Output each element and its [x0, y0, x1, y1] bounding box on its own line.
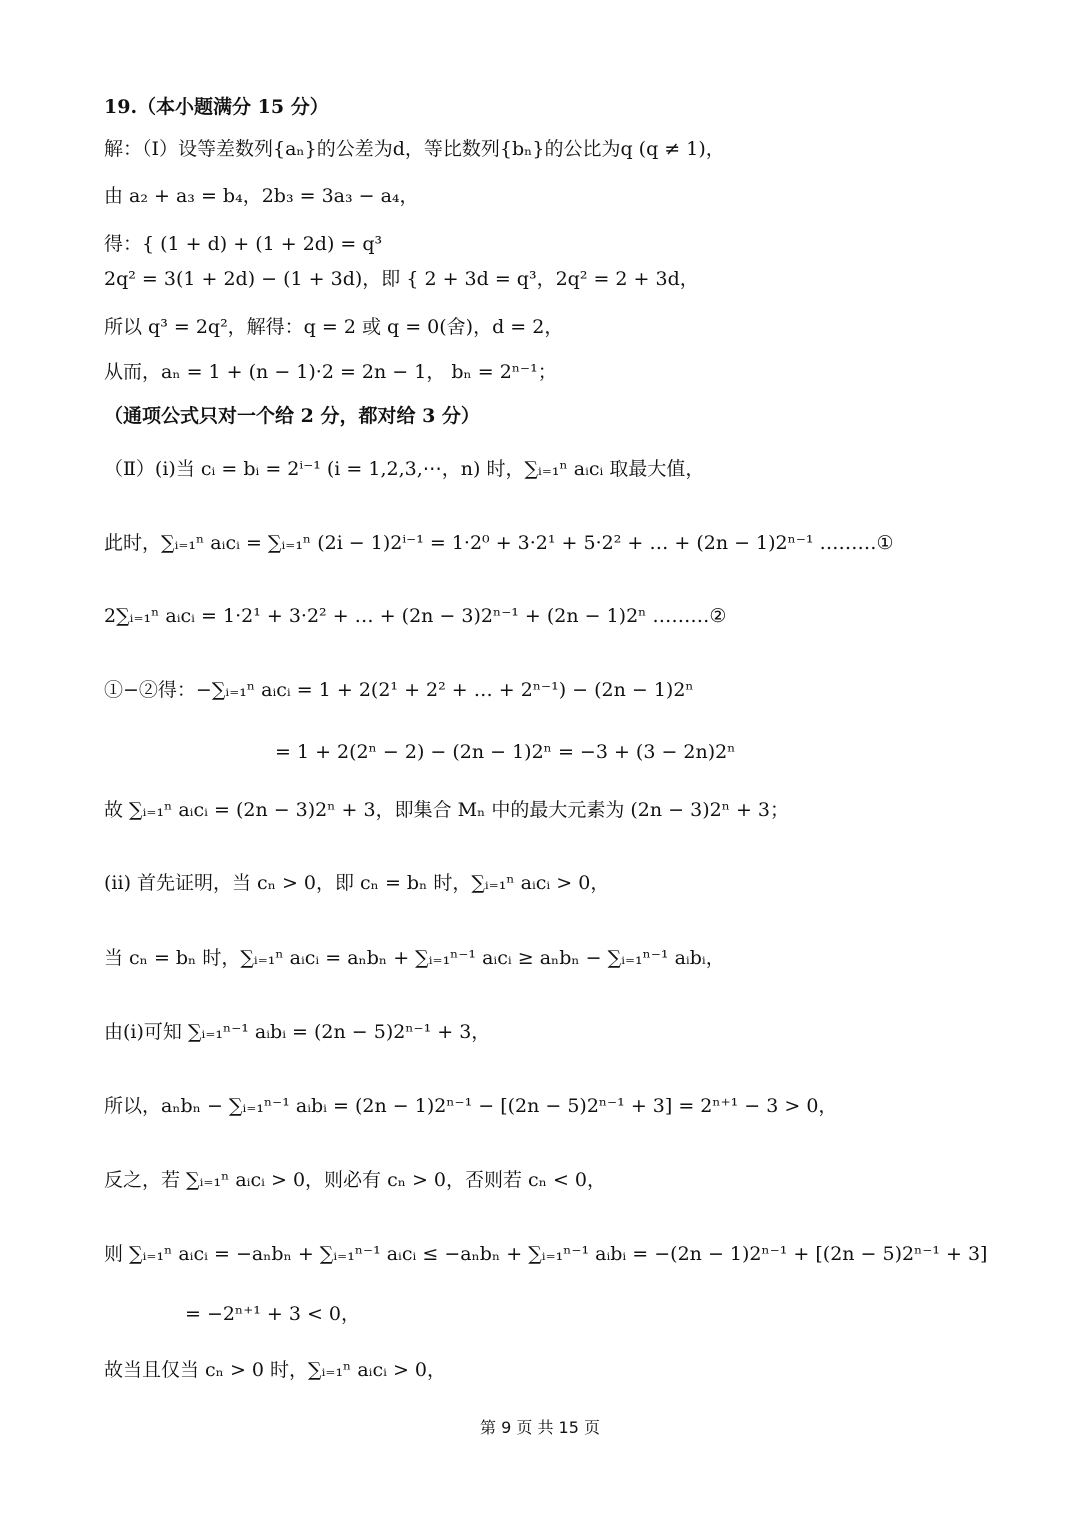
solution-line-9: 2∑ᵢ₌₁ⁿ aᵢcᵢ = 1·2¹ + 3·2² + … + (2n − 3)2ⁿ⁻¹ + (2n − 1)2ⁿ ………② — [104, 605, 727, 627]
solution-line-18: 则 ∑ᵢ₌₁ⁿ aᵢcᵢ = −aₙbₙ + ∑ᵢ₌₁ⁿ⁻¹ aᵢcᵢ ≤ −aₙbₙ + ∑ᵢ₌₁ⁿ⁻¹ aᵢbᵢ = −(2n − 1)2ⁿ⁻¹ + [(2n − 5)2ⁿ⁻¹ + 3] — [104, 1243, 988, 1265]
solution-line-20: 故当且仅当 cₙ > 0 时，∑ᵢ₌₁ⁿ aᵢcᵢ > 0， — [104, 1359, 447, 1381]
solution-line-5: 从而，aₙ = 1 + (n − 1)·2 = 2n − 1， bₙ = 2ⁿ⁻¹； — [104, 361, 557, 383]
solution-line-2: 由 a₂ + a₃ = b₄，2b₃ = 3a₃ − a₄， — [104, 185, 419, 207]
solution-line-17: 反之，若 ∑ᵢ₌₁ⁿ aᵢcᵢ > 0，则必有 cₙ > 0，否则若 cₙ < 0， — [104, 1169, 607, 1191]
solution-line-16: 所以，aₙbₙ − ∑ᵢ₌₁ⁿ⁻¹ aᵢbᵢ = (2n − 1)2ⁿ⁻¹ − [(2n − 5)2ⁿ⁻¹ + 3] = 2ⁿ⁺¹ − 3 > 0， — [104, 1095, 838, 1117]
solution-line-15: 由(i)可知 ∑ᵢ₌₁ⁿ⁻¹ aᵢbᵢ = (2n − 5)2ⁿ⁻¹ + 3， — [104, 1021, 491, 1043]
solution-line-14: 当 cₙ = bₙ 时，∑ᵢ₌₁ⁿ aᵢcᵢ = aₙbₙ + ∑ᵢ₌₁ⁿ⁻¹ aᵢcᵢ ≥ aₙbₙ − ∑ᵢ₌₁ⁿ⁻¹ aᵢbᵢ， — [104, 947, 725, 969]
solution-line-3b: 2q² = 3(1 + 2d) − (1 + 3d)，即 { 2 + 3d = q³，2q² = 2 + 3d， — [104, 268, 699, 290]
solution-line-1: 解：（Ⅰ）设等差数列{aₙ}的公差为d，等比数列{bₙ}的公比为q (q ≠ 1)， — [104, 138, 725, 160]
solution-line-4: 所以 q³ = 2q²，解得：q = 2 或 q = 0(舍)，d = 2， — [104, 316, 564, 338]
scoring-note: （通项公式只对一个给 2 分，都对给 3 分） — [104, 405, 480, 427]
solution-line-12: 故 ∑ᵢ₌₁ⁿ aᵢcᵢ = (2n − 3)2ⁿ + 3，即集合 Mₙ 中的最大元素为 (2n − 3)2ⁿ + 3； — [104, 799, 790, 821]
solution-line-7: （Ⅱ）(i)当 cᵢ = bᵢ = 2ⁱ⁻¹ (i = 1,2,3,⋯，n) 时，∑ᵢ₌₁ⁿ aᵢcᵢ 取最大值， — [104, 458, 705, 480]
page-footer: 第 9 页 共 15 页 — [480, 1418, 600, 1437]
problem-header: 19.（本小题满分 15 分） — [104, 96, 329, 118]
solution-line-11: = 1 + 2(2ⁿ − 2) − (2n − 1)2ⁿ = −3 + (3 − 2n)2ⁿ — [275, 741, 736, 763]
solution-line-13: (ii) 首先证明，当 cₙ > 0，即 cₙ = bₙ 时，∑ᵢ₌₁ⁿ aᵢcᵢ > 0， — [104, 872, 610, 894]
solution-line-10: ①−②得：−∑ᵢ₌₁ⁿ aᵢcᵢ = 1 + 2(2¹ + 2² + … + 2ⁿ⁻¹) − (2n − 1)2ⁿ — [104, 679, 694, 701]
solution-line-3a: 得：{ (1 + d) + (1 + 2d) = q³ — [104, 233, 383, 255]
solution-line-8: 此时，∑ᵢ₌₁ⁿ aᵢcᵢ = ∑ᵢ₌₁ⁿ (2i − 1)2ⁱ⁻¹ = 1·2⁰ + 3·2¹ + 5·2² + … + (2n − 1)2ⁿ⁻¹ ………① — [104, 532, 894, 554]
solution-line-19: = −2ⁿ⁺¹ + 3 < 0， — [185, 1303, 361, 1325]
